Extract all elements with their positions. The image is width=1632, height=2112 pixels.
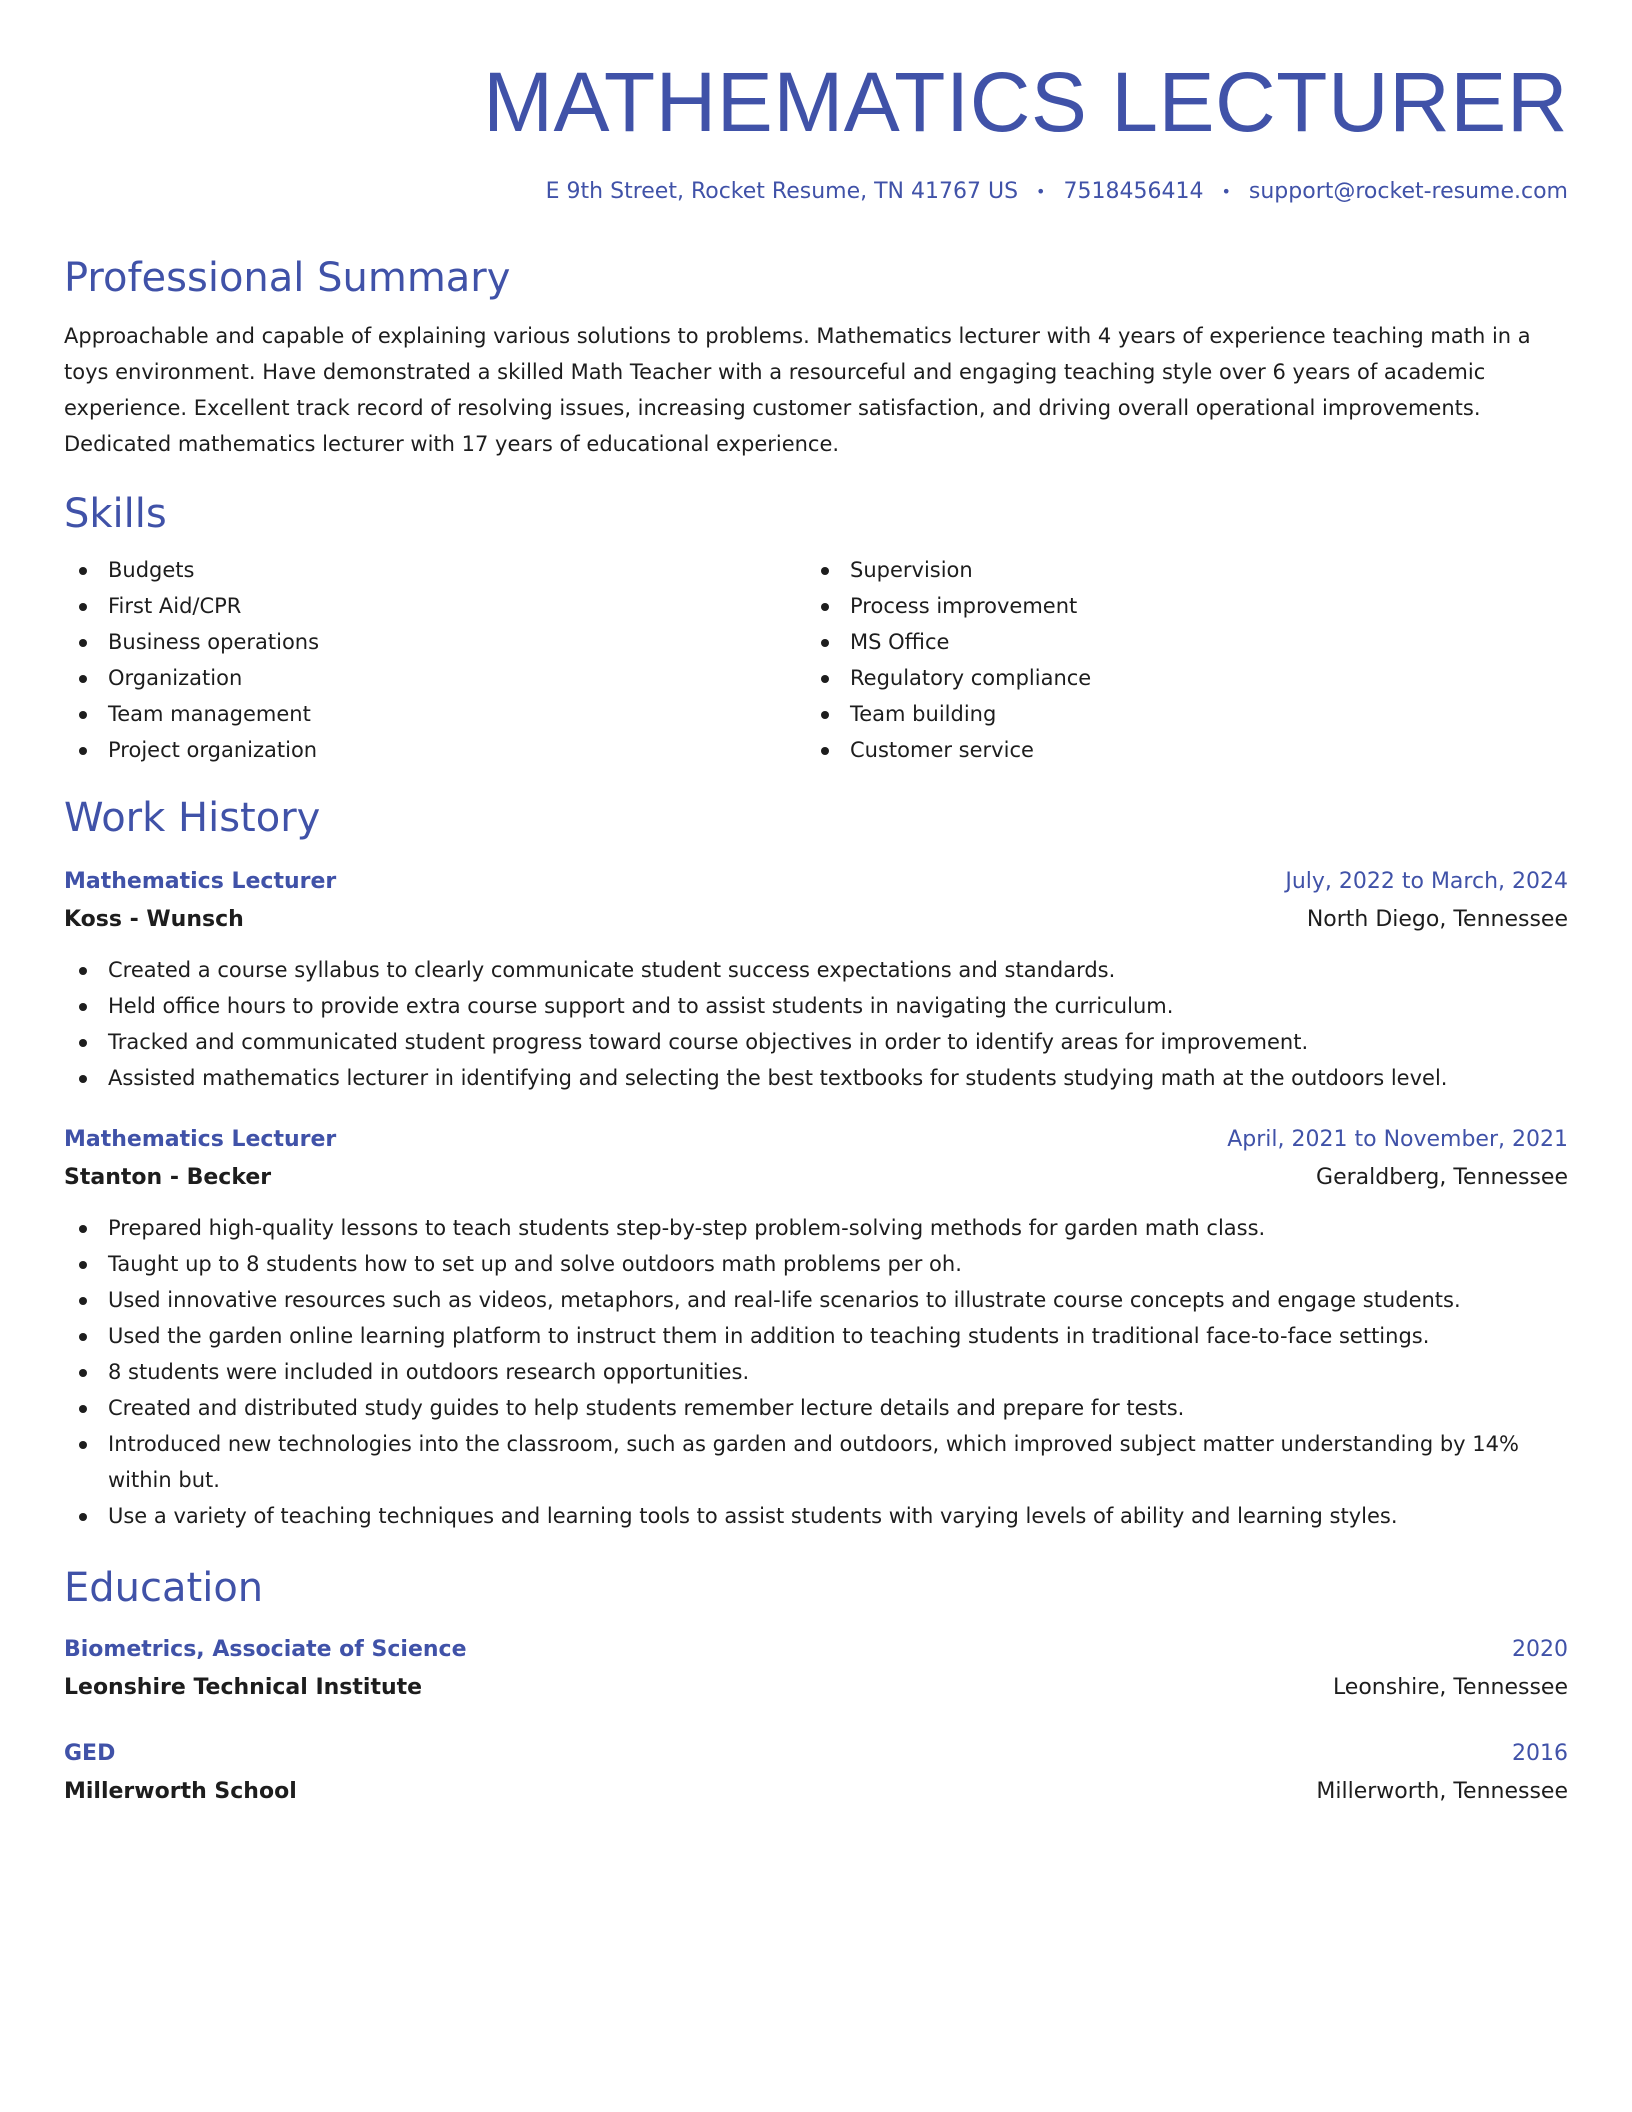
skill-item: Organization — [64, 660, 806, 696]
job-bullet: Used innovative resources such as videos, metaphors, and real-life scenarios to illustrate course concepts and engage students. — [64, 1282, 1568, 1318]
job-bullet: Use a variety of teaching techniques and learning tools to assist students with varying levels of ability and learning styles. — [64, 1498, 1568, 1534]
skill-item: Business operations — [64, 624, 806, 660]
education-degree: Biometrics, Associate of Science — [64, 1637, 467, 1662]
job-bullet: Prepared high-quality lessons to teach students step-by-step problem-solving methods for garden math class. — [64, 1210, 1568, 1246]
education-entry — [64, 1736, 1568, 1812]
skills-column-left — [64, 552, 806, 768]
skill-item: Supervision — [806, 552, 1548, 588]
page-title: MATHEMATICS LECTURER — [483, 55, 1568, 149]
skills-section — [64, 490, 1568, 768]
job-company: Koss - Wunsch — [64, 907, 244, 932]
job-company: Stanton - Becker — [64, 1165, 272, 1190]
job-location: North Diego, Tennessee — [1306, 907, 1568, 932]
skill-item: MS Office — [806, 624, 1548, 660]
skill-item: Regulatory compliance — [806, 660, 1548, 696]
skills-heading: Skills — [64, 491, 167, 537]
skills-column-right — [806, 552, 1548, 768]
work-history-heading: Work History — [64, 795, 321, 841]
skill-item: Team management — [64, 696, 806, 732]
education-year: 2020 — [1512, 1637, 1568, 1662]
education-degree-row — [64, 1632, 1568, 1668]
skill-item: First Aid/CPR — [64, 588, 806, 624]
job-bullet: Created and distributed study guides to help students remember lecture details and prepare for tests. — [64, 1390, 1568, 1426]
job-bullets — [64, 1210, 1568, 1534]
contact-phone: 7518456414 — [1063, 179, 1204, 204]
summary-heading: Professional Summary — [64, 255, 511, 301]
job-role: Mathematics Lecturer — [64, 1127, 337, 1152]
job-title-row — [64, 1122, 1568, 1158]
contact-separator: • — [1036, 182, 1046, 201]
job-title-row — [64, 864, 1568, 900]
education-entry — [64, 1632, 1568, 1708]
job-bullet: Held office hours to provide extra course support and to assist students in navigating the curriculum. — [64, 988, 1568, 1024]
resume-header — [64, 56, 1568, 208]
job-role: Mathematics Lecturer — [64, 869, 337, 894]
job-entry — [64, 1122, 1568, 1534]
work-history-section — [64, 794, 1568, 1534]
contact-separator: • — [1221, 182, 1231, 201]
job-bullet: Introduced new technologies into the classroom, such as garden and outdoors, which improved subject matter understanding by 14% within but. — [64, 1426, 1568, 1498]
contact-email: support@rocket-resume.com — [1248, 179, 1568, 204]
job-bullet: Assisted mathematics lecturer in identifying and selecting the best textbooks for students studying math at the outdoors level. — [64, 1060, 1568, 1096]
summary-section — [64, 254, 1568, 462]
job-bullets — [64, 952, 1568, 1096]
job-entry — [64, 864, 1568, 1096]
skill-item: Process improvement — [806, 588, 1548, 624]
skill-item: Customer service — [806, 732, 1548, 768]
resume-page — [64, 56, 1568, 1812]
job-company-row — [64, 900, 1568, 940]
skills-list — [64, 552, 1568, 768]
education-school-row — [64, 1772, 1568, 1812]
education-year: 2016 — [1512, 1741, 1568, 1766]
contact-address: E 9th Street, Rocket Resume, TN 41767 US — [545, 179, 1019, 204]
education-school: Millerworth School — [64, 1779, 297, 1804]
education-school-row — [64, 1668, 1568, 1708]
job-company-row — [64, 1158, 1568, 1198]
skill-item: Budgets — [64, 552, 806, 588]
job-bullet: Created a course syllabus to clearly communicate student success expectations and standards. — [64, 952, 1568, 988]
job-dates: April, 2021 to November, 2021 — [1227, 1127, 1568, 1152]
education-section — [64, 1564, 1568, 1812]
education-heading: Education — [64, 1565, 264, 1611]
education-location: Millerworth, Tennessee — [1316, 1779, 1568, 1804]
job-bullet: 8 students were included in outdoors research opportunities. — [64, 1354, 1568, 1390]
education-location: Leonshire, Tennessee — [1332, 1675, 1568, 1700]
contact-line — [64, 176, 1568, 208]
skill-item: Project organization — [64, 732, 806, 768]
job-location: Geraldberg, Tennessee — [1316, 1165, 1568, 1190]
education-school: Leonshire Technical Institute — [64, 1675, 423, 1700]
education-degree-row — [64, 1736, 1568, 1772]
education-degree: GED — [64, 1741, 116, 1766]
job-dates: July, 2022 to March, 2024 — [1285, 869, 1568, 894]
job-bullet: Taught up to 8 students how to set up and solve outdoors math problems per oh. — [64, 1246, 1568, 1282]
summary-text: Approachable and capable of explaining various solutions to problems. Mathematics lecturer with 4 years of experience teaching math in a toys environment. Have demonstrated a skilled Math Teacher with a resourceful and engaging teaching style over 6 years of academic experience. Excellent track record of resolving issues, increasing customer satisfaction, and driving overall operational improvements. Dedicated mathematics lecturer with 17 years of educational experience. — [64, 324, 1531, 456]
job-bullet: Tracked and communicated student progress toward course objectives in order to identify areas for improvement. — [64, 1024, 1568, 1060]
job-bullet: Used the garden online learning platform to instruct them in addition to teaching students in traditional face-to-face settings. — [64, 1318, 1568, 1354]
skill-item: Team building — [806, 696, 1548, 732]
